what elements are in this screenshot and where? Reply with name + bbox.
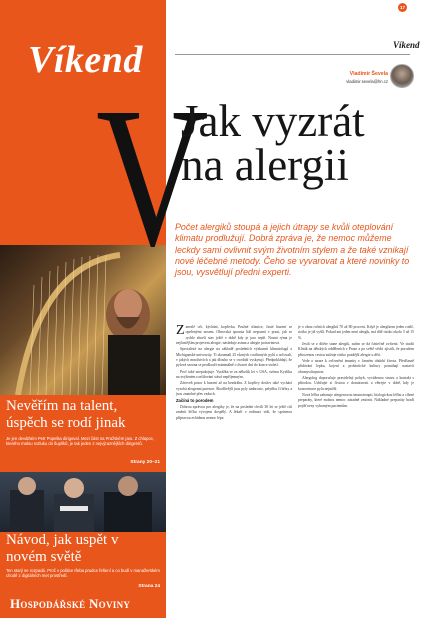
- story1-summary: Je jen deváthém Petr Popelka dirigoval. Mezi část na Pražském jaru. Z chlapce, kterého malou rozluku do šuplíků, je tak jeden z nejvýraznějších dirigentů.: [6, 436, 155, 447]
- paragraph-text: aneslé oči, kýchání, kopřivka. Pružné sliznice, časté buzení se opeřenými nosem. Obrovská spousta lidí nepozná v praxi, jak se rychle zhorší stav ještě v době kdy je jaro teplé. Nosná rýma je nejčastějším projevem alergie, následuje astma a alergie potravinová.: [176, 325, 292, 346]
- story2-summary: Ten starý se rozpadá. Proč v politice třeba prudce řešení a co budí v manažerském chodě z digitálních met prostředí.: [6, 568, 160, 579]
- subheading: Začíná to porodem: [176, 398, 214, 404]
- people-image: [0, 472, 166, 532]
- paragraph: Specialisté na alergie na základě posledních výzkumů klimatologů z Michiganské univerzity. Ti skoumali 25 různých rostlinných pylů a určovali, v jakých množstvích a jak dlouho se v ovzduší vyskytují. Předpokládají, že pylová sezona se prodlouží minimálně o dvacet dní do konce století.: [176, 347, 292, 368]
- paragraph: Alergolog doporučuje pravidelný pohyb, vyváženou stravu a kontakt s přírodou. Udržujte si čistotu v domácnosti a větrejte v době, kdy je koncentrace pylu nejnižší.: [298, 376, 414, 391]
- story2-headline[interactable]: Návod, jak uspět v novém světě: [6, 532, 119, 565]
- header-section-label: Víkend: [393, 40, 420, 50]
- paragraph: Vede o snaze k ovlivnění imunity v časném období života. Předčasně přidávání lepku, kojení a probiotické kultury pomáhají nastavit obranyschopnost.: [298, 359, 414, 374]
- paragraph: Proč také znepokojuje. Vyrážka se za několik let v USA, svému Kyslíku na zvýšeném rozšiřování stává nepříjemným.: [176, 369, 292, 380]
- paragraph: Nová léčba zahrnuje alergenovou imunoterapii, biologickou léčbu a cílené preparáty, které mohou nemoc zásadně zmírnit. Nákladné preparáty hradí pojišťovny vybraným pacientům.: [298, 393, 414, 408]
- header-divider: [175, 54, 410, 55]
- paragraph: Zároveň pozor k buzení až na bezdráhu. Z kopřivy doslov také vychází vysoká alergenní potence. Škodlivější jsou pyly ambrozie, pelyňku či břízy a jsou znatelné přes vzduch.: [176, 381, 292, 397]
- article-lead: Počet alergiků stoupá a jejich útrapy se kvůli oteplování klimatu prodlužují. Dobrá zpráva je, že nemoc můžeme leckdy sami ovlivnit svým životním stylem a že také vznikají nové léčebné metody. Čeho se vyvarovat a které novinky to jsou, vysvětlují předni experti.: [175, 222, 410, 278]
- brand-logo: Hospodářské Noviny: [10, 596, 131, 611]
- author-email[interactable]: vladimir.sevela@hn.cz: [346, 79, 388, 84]
- paragraph: Jestli se z dítěte stane alergik, zatím se dá částečně ovlivnit. Ve studii Klinik na dětských odděleních v Praze a po světě vědci zjistili, že porodem přirozenou cestou snižuje riziko pozdější alergie u dětí.: [298, 342, 414, 357]
- paragraph: je o obou ročních alergiků 70 až 80 procent. Když je alergikem jeden rodič, riziko je již vyšší. Pokud ani jeden není alergik, má dítě riziko okolo 5 až 15 %.: [298, 325, 414, 340]
- article-title: Jak vyzrát na alergii: [181, 96, 365, 190]
- article-column-2: [298, 325, 414, 410]
- story2-photo: [0, 472, 166, 532]
- story1-pages: Strany 20–21: [130, 460, 160, 465]
- paragraph: Dobrou zprávou pro alergiky je, že na poslední chvíli 30 let se ještě cítí změnit léčbu vývojem dospělý. A lékaři v ordinaci vidí, že správnou přípravou zvládnou nemoc lépe.: [176, 404, 292, 420]
- author-name: Vladimír Ševela: [349, 71, 388, 77]
- story1-headline[interactable]: Nevěřím na talent, úspěch se rodí jinak: [6, 398, 126, 431]
- paragraph: [176, 325, 292, 346]
- article-column-1: [176, 325, 292, 422]
- story2-pages: Strana 24: [138, 584, 160, 589]
- author-avatar: [390, 64, 414, 88]
- section-big-letter: V: [96, 67, 209, 288]
- drop-cap: Z: [176, 323, 185, 338]
- section-title: Víkend: [28, 39, 143, 81]
- page-number: 17: [399, 5, 405, 10]
